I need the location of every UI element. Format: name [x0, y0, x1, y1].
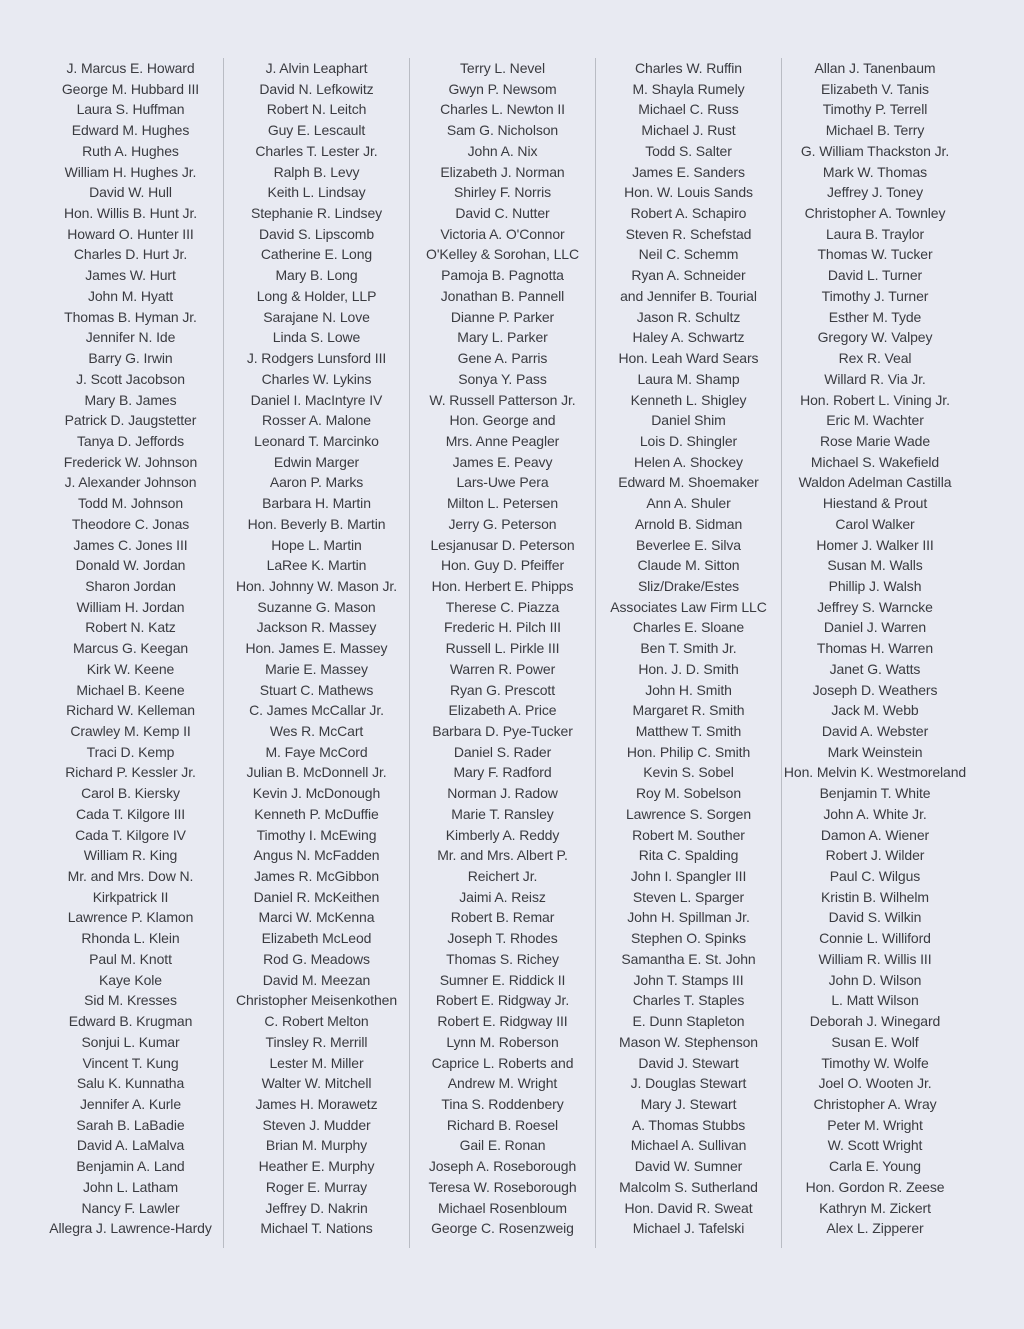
donor-name: Mary B. James: [84, 391, 177, 408]
donor-name: Rita C. Spalding: [638, 847, 739, 864]
donor-name: George C. Rosenzweig: [431, 1220, 574, 1237]
donor-name: Julian B. McDonnell Jr.: [246, 764, 387, 781]
donor-name: Mary F. Radford: [453, 764, 552, 781]
donor-name: Carla E. Young: [828, 1158, 921, 1175]
donor-name: Hon. Philip C. Smith: [626, 743, 751, 760]
donor-name: Ben T. Smith Jr.: [640, 640, 737, 657]
donor-name: Waldon Adelman Castilla: [798, 474, 952, 491]
donor-name: Charles T. Lester Jr.: [255, 142, 378, 159]
donor-name: Lars-Uwe Pera: [456, 474, 549, 491]
donor-name: George M. Hubbard III: [61, 80, 200, 97]
donor-name: William R. King: [83, 847, 178, 864]
donor-name: Kirk W. Keene: [86, 660, 175, 677]
donor-name: Frederick W. Johnson: [63, 453, 198, 470]
donor-name: Rhonda L. Klein: [81, 930, 180, 947]
donor-name: Reichert Jr.: [467, 868, 538, 885]
donor-name: Mary L. Parker: [457, 329, 548, 346]
donor-name: Paul M. Knott: [89, 950, 172, 967]
donor-name: David A. Webster: [821, 723, 929, 739]
donor-name: Elizabeth A. Price: [448, 702, 557, 719]
donor-name: Robert E. Ridgway III: [437, 1013, 568, 1030]
donor-name: Kenneth P. McDuffie: [254, 805, 379, 822]
donor-name: Patrick D. Jaugstetter: [64, 412, 197, 429]
donor-name: Michael J. Rust: [641, 122, 736, 139]
donor-name: Sarah B. LaBadie: [76, 1116, 185, 1133]
donor-name: C. James McCallar Jr.: [249, 702, 384, 719]
donor-name: Beverlee E. Silva: [636, 536, 741, 553]
name-list: [782, 58, 968, 1239]
donor-name: Lynn M. Roberson: [446, 1033, 559, 1050]
donor-name: Guy E. Lescault: [267, 122, 366, 139]
donor-name: Michael B. Keene: [76, 681, 185, 698]
donor-name: David S. Wilkin: [828, 909, 922, 926]
donor-name: Richard P. Kessler Jr.: [65, 764, 196, 781]
donor-name: Barbara H. Martin: [262, 495, 371, 512]
donor-name: John M. Hyatt: [87, 287, 174, 304]
donor-name: Heather E. Murphy: [258, 1158, 375, 1175]
donor-name: Angus N. McFadden: [253, 847, 380, 864]
donor-name: Charles T. Staples: [632, 992, 745, 1009]
donor-name: Ruth A. Hughes: [82, 142, 179, 159]
donor-name: Jerry G. Peterson: [448, 515, 557, 532]
donor-name: Alex L. Zipperer: [826, 1220, 924, 1237]
donor-name: Marie T. Ransley: [451, 805, 554, 822]
donor-name: Dianne P. Parker: [450, 308, 555, 325]
donor-name: Jackson R. Massey: [256, 619, 377, 636]
donor-name: Jason R. Schultz: [636, 308, 741, 325]
donor-name: Timothy W. Wolfe: [821, 1054, 929, 1071]
donor-name: Hon. Melvin K. Westmoreland: [783, 764, 967, 781]
donor-name: Jennifer A. Kurle: [79, 1095, 182, 1112]
donor-name: Laura B. Traylor: [826, 225, 924, 242]
donor-name: Esther M. Tyde: [828, 308, 922, 325]
donor-name: Mary B. Long: [275, 267, 358, 284]
donor-name: Laura M. Shamp: [637, 370, 740, 387]
donor-name: Robert M. Souther: [632, 826, 745, 843]
donor-name: Theodore C. Jonas: [71, 515, 190, 532]
donor-name: Robert B. Remar: [450, 909, 555, 926]
donor-name: Michael S. Wakefield: [810, 453, 940, 470]
donor-name: Daniel I. MacIntyre IV: [250, 391, 383, 408]
donor-name: Salu K. Kunnatha: [76, 1075, 185, 1092]
donor-name: Robert N. Katz: [85, 619, 176, 636]
donor-name: O'Kelley & Sorohan, LLC: [426, 246, 579, 263]
donor-name: Willard R. Via Jr.: [824, 370, 926, 387]
donor-name: William R. Willis III: [818, 950, 932, 967]
donor-name: Charles E. Sloane: [632, 619, 745, 636]
donor-name: Lois D. Shingler: [639, 432, 738, 449]
donor-name: William H. Hughes Jr.: [64, 163, 197, 180]
donor-name: Charles W. Ruffin: [635, 60, 742, 76]
name-column-1: [38, 58, 224, 1248]
donor-name: Helen A. Shockey: [634, 453, 743, 470]
donor-name: Michael T. Nations: [260, 1220, 373, 1237]
donor-name: Leonard T. Marcinko: [254, 432, 379, 449]
donor-name: Thomas B. Hyman Jr.: [64, 308, 197, 325]
donor-name: Therese C. Piazza: [445, 598, 560, 615]
donor-name: Peter M. Wright: [827, 1116, 923, 1133]
donor-name: Mason W. Stephenson: [619, 1033, 758, 1050]
donor-name: Kenneth L. Shigley: [630, 391, 747, 408]
donor-name: Allegra J. Lawrence-Hardy: [49, 1220, 212, 1237]
donor-name: Timothy I. McEwing: [256, 826, 377, 843]
donor-name: Todd S. Salter: [645, 142, 732, 159]
donor-name: Lesjanusar D. Peterson: [430, 536, 575, 553]
donor-name: Hon. James E. Massey: [245, 640, 388, 657]
donor-name: Joseph T. Rhodes: [447, 930, 558, 947]
donor-name: Marie E. Massey: [265, 660, 368, 677]
donor-name: Timothy J. Turner: [821, 287, 929, 304]
donor-name: Damon A. Wiener: [820, 826, 930, 843]
donor-name: Eric M. Wachter: [826, 412, 924, 429]
donor-name: Sid M. Kresses: [84, 992, 177, 1009]
donor-name: Norman J. Radow: [447, 785, 558, 802]
donor-name: Marci W. McKenna: [258, 909, 375, 926]
donor-name: Hon. George and: [449, 412, 556, 429]
donor-name: Jeffrey D. Nakrin: [265, 1199, 368, 1216]
donor-name: Barbara D. Pye-Tucker: [432, 723, 573, 739]
donor-name: Thomas H. Warren: [816, 640, 934, 657]
donor-name: John I. Spangler III: [630, 868, 747, 885]
name-list: [596, 58, 781, 1239]
donor-name: Elizabeth J. Norman: [440, 163, 565, 180]
donor-name: Elizabeth V. Tanis: [821, 80, 929, 97]
donor-name: Michael Rosenbloum: [438, 1199, 567, 1216]
donor-name: Arnold B. Sidman: [634, 515, 743, 532]
donor-name: Nancy F. Lawler: [81, 1199, 180, 1216]
donor-name: Crawley M. Kemp II: [70, 723, 191, 739]
donor-name: Terry L. Nevel: [460, 60, 545, 76]
donor-name: Richard W. Kelleman: [66, 702, 195, 719]
donor-name: M. Shayla Rumely: [632, 80, 745, 97]
donor-name: LaRee K. Martin: [266, 557, 367, 574]
donor-name: Ryan G. Prescott: [450, 681, 555, 698]
donor-name: Sumner E. Riddick II: [439, 971, 566, 988]
donor-name: Christopher A. Wray: [813, 1095, 937, 1112]
donor-name: Brian M. Murphy: [265, 1137, 368, 1154]
donor-name: Stephen O. Spinks: [630, 930, 747, 947]
donor-name: Sam G. Nicholson: [446, 122, 559, 139]
donor-name: Charles D. Hurt Jr.: [73, 246, 188, 263]
donor-name: Cada T. Kilgore III: [75, 805, 186, 822]
donor-name: Stephanie R. Lindsey: [250, 205, 383, 222]
donor-name: Margaret R. Smith: [632, 702, 745, 719]
donor-name: Kaye Kole: [99, 971, 162, 988]
donor-name: Kevin J. McDonough: [252, 785, 381, 802]
donor-name: Keith L. Lindsay: [267, 184, 366, 201]
donor-name: Walter W. Mitchell: [261, 1075, 372, 1092]
donor-name: Donald W. Jordan: [75, 557, 186, 574]
donor-name: Jeffrey S. Warncke: [817, 598, 933, 615]
donor-name: Edward B. Krugman: [68, 1013, 193, 1030]
donor-name: Andrew M. Wright: [447, 1075, 558, 1092]
donor-name: Sonjui L. Kumar: [81, 1033, 180, 1050]
donor-name: Gwyn P. Newsom: [448, 80, 557, 97]
donor-name: Kristin B. Wilhelm: [821, 888, 929, 905]
donor-name: John A. White Jr.: [823, 805, 927, 822]
donor-name: Steven R. Schefstad: [625, 225, 752, 242]
donor-name: Hon. Robert L. Vining Jr.: [800, 391, 950, 408]
name-list: [224, 58, 409, 1239]
donor-name: Hon. Beverly B. Martin: [247, 515, 386, 532]
donor-name: Phillip J. Walsh: [828, 577, 922, 594]
donor-name: Tinsley R. Merrill: [265, 1033, 368, 1050]
donor-name: David A. LaMalva: [76, 1137, 185, 1154]
donor-name: J. Marcus E. Howard: [66, 60, 195, 76]
donor-name: Gene A. Parris: [457, 350, 548, 367]
donor-name: Russell L. Pirkle III: [445, 640, 560, 657]
donor-name: Daniel S. Rader: [453, 743, 552, 760]
donor-name: Jennifer N. Ide: [85, 329, 176, 346]
donor-name: David J. Stewart: [638, 1054, 739, 1071]
donor-name: Charles L. Newton II: [440, 101, 565, 118]
donor-name: Neil C. Schemm: [638, 246, 739, 263]
donor-name: Rosser A. Malone: [262, 412, 371, 429]
donor-name: Vincent T. Kung: [82, 1054, 179, 1071]
donor-name: Hon. Willis B. Hunt Jr.: [63, 205, 198, 222]
donor-name: John T. Stamps III: [633, 971, 744, 988]
donor-name: Laura S. Huffman: [76, 101, 185, 118]
donor-name: Jeffrey J. Toney: [827, 184, 923, 201]
donor-name: Mark W. Thomas: [822, 163, 928, 180]
donor-name: Daniel R. McKeithen: [253, 888, 380, 905]
donor-name: Tina S. Roddenbery: [441, 1095, 564, 1112]
donor-name: David W. Hull: [89, 184, 172, 201]
donor-name: Hon. Johnny W. Mason Jr.: [235, 577, 397, 594]
donor-name: David W. Sumner: [634, 1158, 743, 1175]
donor-name: Hon. Leah Ward Sears: [618, 350, 759, 367]
donor-name: Cada T. Kilgore IV: [75, 826, 186, 843]
donor-name: Benjamin T. White: [819, 785, 931, 802]
donor-name: Mr. and Mrs. Albert P.: [437, 847, 568, 864]
donor-name: Connie L. Williford: [819, 930, 931, 947]
donor-name: Susan E. Wolf: [831, 1033, 919, 1050]
name-column-2: [224, 58, 410, 1248]
donor-name: David L. Turner: [827, 267, 923, 284]
donor-name: Lawrence S. Sorgen: [625, 805, 752, 822]
donor-name: Todd M. Johnson: [77, 495, 184, 512]
donor-name: M. Faye McCord: [265, 743, 368, 760]
donor-name: Ann A. Shuler: [646, 495, 731, 512]
donor-name: E. Dunn Stapleton: [632, 1013, 745, 1030]
donor-name: Hon. J. D. Smith: [638, 660, 739, 677]
donor-name: Suzanne G. Mason: [257, 598, 376, 615]
donor-name: Hon. Gordon R. Zeese: [805, 1178, 945, 1195]
name-list: [410, 58, 595, 1239]
donor-name: Allan J. Tanenbaum: [814, 60, 936, 76]
donor-name: Michael A. Sullivan: [630, 1137, 747, 1154]
donor-name: Steven L. Sparger: [632, 888, 745, 905]
donor-name: Kirkpatrick II: [92, 888, 169, 905]
donor-name: Wes R. McCart: [269, 723, 364, 739]
donor-name: Kimberly A. Reddy: [445, 826, 560, 843]
donor-name: Robert J. Wilder: [825, 847, 925, 864]
donor-name: James H. Morawetz: [255, 1095, 378, 1112]
donor-name: Rose Marie Wade: [819, 432, 931, 449]
donor-name: Mr. and Mrs. Dow N.: [67, 868, 194, 885]
donor-name: J. Alvin Leaphart: [265, 60, 368, 76]
donor-name: Tanya D. Jeffords: [77, 432, 184, 449]
donor-name: Steven J. Mudder: [262, 1116, 371, 1133]
donor-name: J. Alexander Johnson: [64, 474, 197, 491]
donor-name: Paul C. Wilgus: [829, 868, 921, 885]
donor-name: Benjamin A. Land: [76, 1158, 185, 1175]
donor-name: Mary J. Stewart: [640, 1095, 737, 1112]
donor-name: Shirley F. Norris: [453, 184, 552, 201]
donor-name: Joel O. Wooten Jr.: [818, 1075, 932, 1092]
donor-name: Thomas S. Richey: [446, 950, 559, 967]
donor-name: Claude M. Sitton: [637, 557, 740, 574]
donor-name: Lawrence P. Klamon: [67, 909, 194, 926]
donor-name: Robert E. Ridgway Jr.: [435, 992, 570, 1009]
donor-name: Matthew T. Smith: [635, 723, 742, 739]
donor-name: James E. Sanders: [632, 163, 745, 180]
donor-name: Victoria A. O'Connor: [440, 225, 565, 242]
name-columns: [38, 58, 986, 1248]
donor-name: John H. Spillman Jr.: [627, 909, 750, 926]
name-column-5: [782, 58, 968, 1248]
donor-name: Sliz/Drake/Estes: [637, 577, 740, 594]
donor-name: Hon. W. Louis Sands: [624, 184, 753, 201]
donor-name: Hiestand & Prout: [822, 495, 928, 512]
donor-name: Joseph D. Weathers: [812, 681, 938, 698]
donor-name: James R. McGibbon: [253, 868, 380, 885]
donor-name: Jonathan B. Pannell: [440, 287, 565, 304]
donor-name: Hon. Herbert E. Phipps: [431, 577, 574, 594]
donor-name: Hon. David R. Sweat: [624, 1199, 753, 1216]
donor-name: Timothy P. Terrell: [822, 101, 928, 118]
donor-name: Long & Holder, LLP: [256, 287, 377, 304]
donor-name: Caprice L. Roberts and: [431, 1054, 574, 1071]
name-column-4: [596, 58, 782, 1248]
donor-name: Warren R. Power: [449, 660, 556, 677]
donor-name: Kathryn M. Zickert: [819, 1199, 931, 1216]
donor-name: Aaron P. Marks: [269, 474, 364, 491]
donor-name: Ryan A. Schneider: [631, 267, 746, 284]
donor-name: Ralph B. Levy: [273, 163, 360, 180]
donor-name: Charles W. Lykins: [261, 370, 372, 387]
donor-name: and Jennifer B. Tourial: [620, 287, 757, 304]
donor-name: Barry G. Irwin: [88, 350, 173, 367]
donor-name: Howard O. Hunter III: [67, 225, 194, 242]
donor-name: Hope L. Martin: [271, 536, 362, 553]
donor-name: Richard B. Roesel: [446, 1116, 559, 1133]
donor-name: Robert A. Schapiro: [630, 205, 747, 222]
donor-name: Traci D. Kemp: [86, 743, 175, 760]
donor-name: Edward M. Shoemaker: [618, 474, 759, 491]
donor-name: Associates Law Firm LLC: [610, 598, 767, 615]
donor-name: James W. Hurt: [85, 267, 176, 284]
donor-name: David N. Lefkowitz: [259, 80, 374, 97]
donor-name: Carol Walker: [835, 515, 915, 532]
donor-name: Christopher Meisenkothen: [235, 992, 398, 1009]
donor-name: G. William Thackston Jr.: [800, 142, 950, 159]
name-column-3: [410, 58, 596, 1248]
donor-name: Malcolm S. Sutherland: [619, 1178, 758, 1195]
donor-name: Michael B. Terry: [825, 122, 925, 139]
donor-name: Pamoja B. Pagnotta: [441, 267, 564, 284]
donor-name: Homer J. Walker III: [816, 536, 934, 553]
donor-name: Daniel J. Warren: [823, 619, 927, 636]
donor-name: Edwin Marger: [273, 453, 360, 470]
donor-name: John D. Wilson: [828, 971, 922, 988]
donor-name: Elizabeth McLeod: [261, 930, 372, 947]
donor-name: Joseph A. Roseborough: [428, 1158, 577, 1175]
donor-name: Marcus G. Keegan: [72, 640, 189, 657]
donor-name: Lester M. Miller: [269, 1054, 364, 1071]
donor-name: Kevin S. Sobel: [643, 764, 734, 781]
donor-name: J. Scott Jacobson: [76, 370, 185, 387]
donor-name: Michael C. Russ: [638, 101, 739, 118]
donor-name: William H. Jordan: [76, 598, 185, 615]
donor-name: C. Robert Melton: [264, 1013, 369, 1030]
donor-name: Jaimi A. Reisz: [459, 888, 546, 905]
donor-name: Milton L. Petersen: [446, 495, 559, 512]
donor-name: Teresa W. Roseborough: [428, 1178, 577, 1195]
donor-name: David C. Nutter: [455, 205, 550, 222]
donor-name: James C. Jones III: [73, 536, 188, 553]
donor-name: John A. Nix: [467, 142, 538, 159]
donor-name: L. Matt Wilson: [831, 992, 919, 1009]
donor-name: Roger E. Murray: [265, 1178, 368, 1195]
donor-name: Sonya Y. Pass: [458, 370, 547, 387]
donor-name: Frederic H. Pilch III: [444, 619, 561, 636]
donor-name: Michael J. Tafelski: [632, 1220, 745, 1237]
donor-name: Christopher A. Townley: [804, 205, 946, 222]
donor-name: Rod G. Meadows: [263, 950, 370, 967]
donor-name: John L. Latham: [82, 1178, 179, 1195]
donor-name: Mrs. Anne Peagler: [445, 432, 560, 449]
donor-name: W. Scott Wright: [827, 1137, 923, 1154]
donor-name: Rex R. Veal: [838, 350, 912, 367]
donor-name: Carol B. Kiersky: [81, 785, 180, 802]
donor-name: Edward M. Hughes: [71, 122, 190, 139]
donor-name: Samantha E. St. John: [621, 950, 756, 967]
donor-name: Thomas W. Tucker: [817, 246, 933, 263]
donor-name: Hon. Guy D. Pfeiffer: [440, 557, 565, 574]
donor-name: Susan M. Walls: [827, 557, 923, 574]
donor-name: John H. Smith: [645, 681, 732, 698]
donor-name: Mark Weinstein: [827, 743, 923, 760]
donor-name: Gail E. Ronan: [459, 1137, 546, 1154]
donor-name: David S. Lipscomb: [258, 225, 375, 242]
donor-name: James E. Peavy: [452, 453, 553, 470]
donor-name: Jack M. Webb: [831, 702, 919, 719]
donor-name: Haley A. Schwartz: [632, 329, 745, 346]
donor-name: Linda S. Lowe: [272, 329, 361, 346]
donor-name: David M. Meezan: [262, 971, 371, 988]
donor-name: Roy M. Sobelson: [635, 785, 742, 802]
donor-name: Janet G. Watts: [829, 660, 921, 677]
donor-name: Daniel Shim: [651, 412, 726, 429]
donor-name: A. Thomas Stubbs: [631, 1116, 746, 1133]
donor-name: Robert N. Leitch: [266, 101, 367, 118]
name-list: [38, 58, 223, 1239]
donor-name: W. Russell Patterson Jr.: [429, 391, 576, 408]
donor-name: Sharon Jordan: [85, 577, 176, 594]
donor-name: Gregory W. Valpey: [817, 329, 933, 346]
donor-name: Stuart C. Mathews: [259, 681, 374, 698]
donor-name: Sarajane N. Love: [263, 308, 370, 325]
donor-name: Catherine E. Long: [260, 246, 373, 263]
donor-name: J. Rodgers Lunsford III: [246, 350, 387, 367]
donor-name: J. Douglas Stewart: [630, 1075, 747, 1092]
donor-name: Deborah J. Winegard: [809, 1013, 941, 1030]
